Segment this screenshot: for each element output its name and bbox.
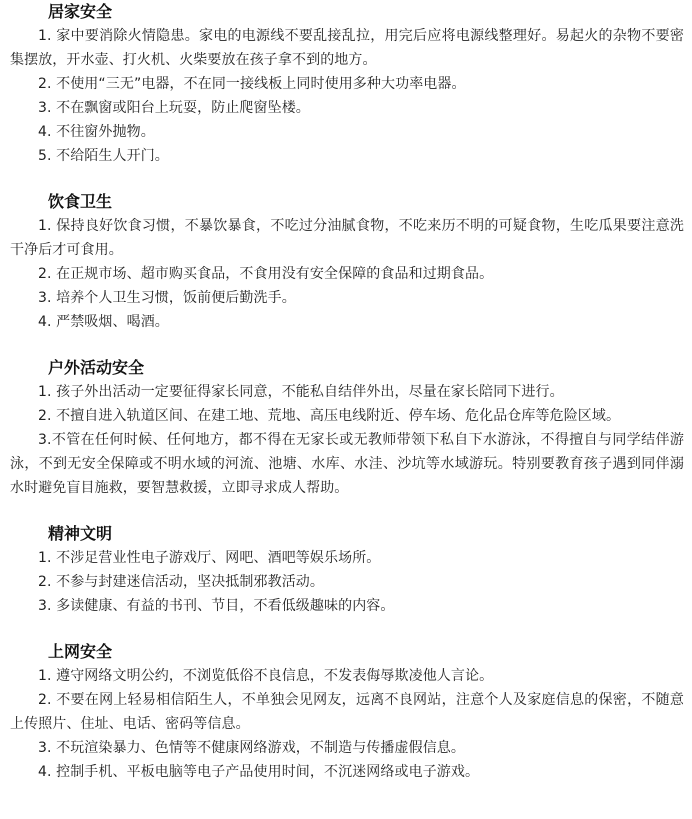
- list-item: 1. 不涉足营业性电子游戏厅、网吧、酒吧等娱乐场所。: [38, 550, 381, 566]
- list-item: 1. 家中要消除火情隐患。家电的电源线不要乱接乱拉，用完后应将电源线整理好。易起火的杂物不要密集摆放，开水壶、打火机、火柴要放在孩子拿不到的地方。: [10, 28, 684, 68]
- list-item: 1. 孩子外出活动一定要征得家长同意，不能私自结伴外出，尽量在家长陪同下进行。: [38, 384, 564, 400]
- list-item: 4. 严禁吸烟、喝酒。: [38, 314, 169, 330]
- section-title: 饮食卫生: [48, 192, 113, 211]
- list-item: 3. 不在飘窗或阳台上玩耍，防止爬窗坠楼。: [38, 100, 310, 116]
- section-internet-safety: [10, 640, 684, 784]
- list-item: 2. 不擅自进入轨道区间、在建工地、荒地、高压电线附近、停车场、危化品仓库等危险区域。: [38, 408, 621, 424]
- list-item: 1. 保持良好饮食习惯，不暴饮暴食，不吃过分油腻食物，不吃来历不明的可疑食物，生吃瓜果要注意洗干净后才可食用。: [10, 218, 684, 258]
- section-title: 上网安全: [48, 642, 113, 661]
- list-item: 2. 不参与封建迷信活动，坚决抵制邪教活动。: [38, 574, 325, 590]
- section-title: 户外活动安全: [48, 358, 145, 377]
- list-item: 4. 控制手机、平板电脑等电子产品使用时间，不沉迷网络或电子游戏。: [38, 764, 480, 780]
- list-item: 1. 遵守网络文明公约，不浏览低俗不良信息，不发表侮辱欺凌他人言论。: [38, 668, 494, 684]
- section-home-safety: [10, 0, 684, 168]
- list-item: 2. 不要在网上轻易相信陌生人，不单独会见网友，远离不良网站，注意个人及家庭信息的保密，不随意上传照片、住址、电话、密码等信息。: [10, 692, 684, 732]
- list-item: 2. 在正规市场、超市购买食品，不食用没有安全保障的食品和过期食品。: [38, 266, 494, 282]
- list-item: 3.不管在任何时候、任何地方，都不得在无家长或无教师带领下私自下水游泳，不得擅自与同学结伴游泳，不到无安全保障或不明水域的河流、池塘、水库、水洼、沙坑等水域游玩。特别要教育孩子遇到同伴溺水时避免盲目施救，要智慧救援，立即寻求成人帮助。: [10, 432, 684, 496]
- list-item: 3. 多读健康、有益的书刊、节目，不看低级趣味的内容。: [38, 598, 395, 614]
- list-item: 4. 不往窗外抛物。: [38, 124, 155, 140]
- section-civility: [10, 522, 684, 618]
- list-item: 3. 培养个人卫生习惯，饭前便后勤洗手。: [38, 290, 296, 306]
- section-title: 居家安全: [48, 2, 113, 21]
- list-item: 5. 不给陌生人开门。: [38, 148, 169, 164]
- section-outdoor-safety: [10, 356, 684, 500]
- section-food-hygiene: [10, 190, 684, 334]
- list-item: 2. 不使用“三无”电器，不在同一接线板上同时使用多种大功率电器。: [38, 76, 466, 92]
- section-title: 精神文明: [48, 524, 113, 543]
- list-item: 3. 不玩渲染暴力、色情等不健康网络游戏，不制造与传播虚假信息。: [38, 740, 466, 756]
